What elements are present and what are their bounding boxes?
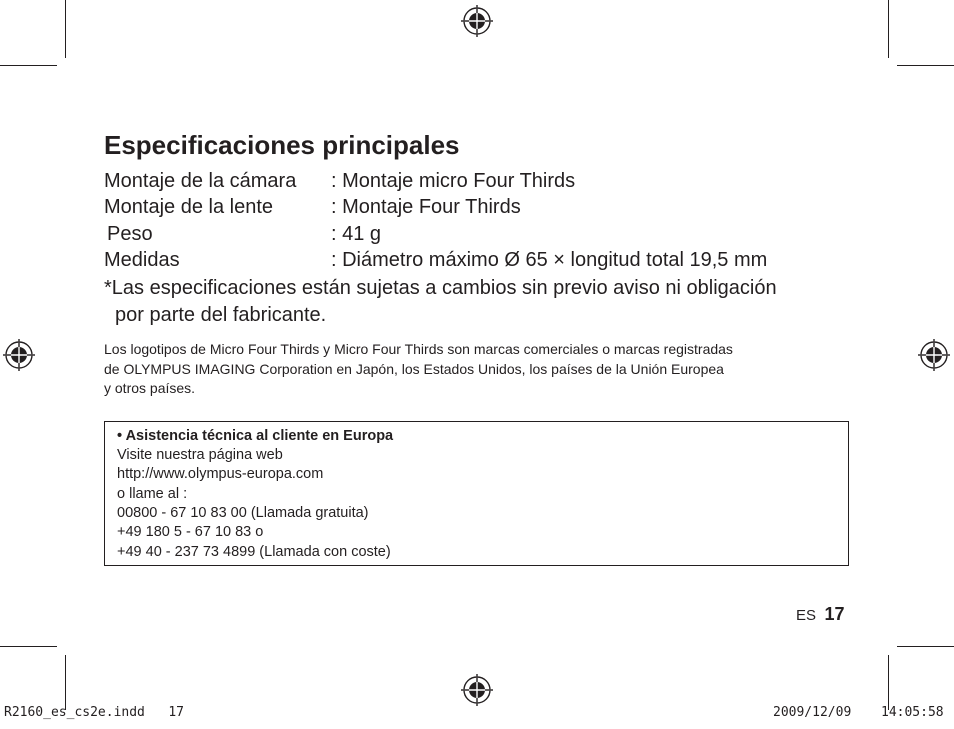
spec-note-line-2: por parte del fabricante.	[115, 304, 327, 326]
spec-value-camera-mount: : Montaje micro Four Thirds	[331, 170, 576, 192]
support-line: o llame al :	[117, 486, 188, 502]
trademark-line: de OLYMPUS IMAGING Corporation en Japón, los Estados Unidos, los países de la Unión Europea	[104, 360, 724, 377]
page-number-value: 17	[824, 604, 845, 624]
spec-value-weight: : 41 g	[331, 223, 382, 245]
support-box	[104, 421, 849, 566]
trademark-notice	[104, 340, 864, 399]
registration-mark-icon	[2, 338, 36, 372]
slug-time: 14:05:58	[881, 705, 944, 720]
support-url-link[interactable]: http://www.olympus-europa.com	[117, 466, 324, 482]
support-phone: +49 40 - 237 73 4899 (Llamada con coste)	[117, 544, 391, 560]
registration-mark-icon	[460, 4, 494, 38]
crop-mark	[0, 65, 57, 66]
registration-mark-icon	[460, 673, 494, 707]
crop-mark	[0, 646, 57, 647]
crop-mark	[65, 655, 66, 710]
crop-mark	[897, 65, 954, 66]
spec-label-dimensions: Medidas	[104, 249, 180, 271]
slug-date: 2009/12/09	[773, 705, 852, 720]
language-code: ES	[796, 607, 817, 624]
trademark-line: y otros países.	[104, 380, 196, 396]
spec-label-lens-mount: Montaje de la lente	[104, 196, 274, 218]
page-number	[796, 604, 845, 625]
spec-note-line-1: *Las especificaciones están sujetas a cambios sin previo aviso ni obligación	[104, 277, 777, 299]
crop-mark	[888, 655, 889, 710]
support-heading: • Asistencia técnica al cliente en Europa	[117, 428, 394, 444]
crop-mark	[65, 0, 66, 58]
registration-mark-icon	[917, 338, 951, 372]
spec-value-lens-mount: : Montaje Four Thirds	[331, 196, 521, 218]
page-title: Especificaciones principales	[104, 130, 460, 160]
spec-label-weight: Peso	[107, 223, 153, 245]
support-phone: 00800 - 67 10 83 00 (Llamada gratuita)	[117, 505, 369, 521]
spec-value-dimensions: : Diámetro máximo Ø 65 × longitud total 19,5 mm	[331, 249, 768, 271]
support-line: Visite nuestra página web	[117, 447, 283, 463]
spec-label-camera-mount: Montaje de la cámara	[104, 170, 297, 192]
slug-filename: R2160_es_cs2e.indd 17	[4, 705, 185, 720]
support-phone: +49 180 5 - 67 10 83 o	[117, 524, 264, 540]
trademark-line: Los logotipos de Micro Four Thirds y Micro Four Thirds son marcas comerciales o marcas registradas	[104, 341, 733, 357]
crop-mark	[897, 646, 954, 647]
crop-mark	[888, 0, 889, 58]
